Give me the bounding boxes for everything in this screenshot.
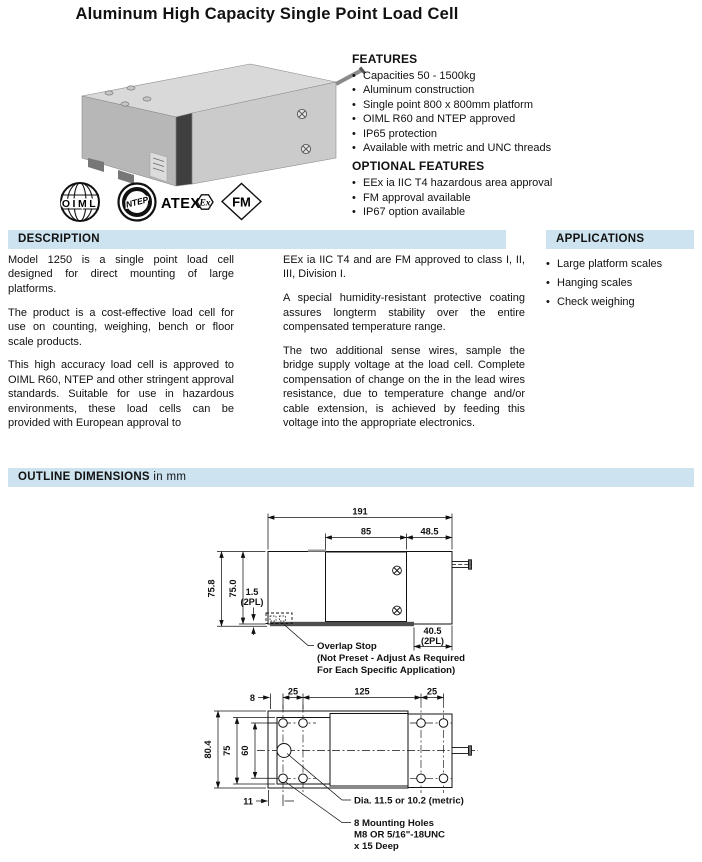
optional-feature-item: [352, 176, 694, 190]
feature-text: Single point 800 x 800mm platform: [363, 98, 533, 111]
description-column-1: [8, 253, 234, 440]
dim-body-height: 75: [222, 745, 232, 756]
feature-item: [352, 112, 694, 126]
dim-inner-height: 75.0: [228, 579, 238, 598]
feature-text: OIML R60 and NTEP approved: [363, 113, 516, 126]
feature-item: [352, 98, 694, 112]
hole-diameter-note: Dia. 11.5 or 10.2 (metric): [354, 795, 464, 807]
bullet-icon: [352, 83, 363, 97]
certification-logos: [55, 180, 270, 224]
bullet-icon: [546, 274, 557, 293]
dim-stop-height: 1.5: [245, 587, 259, 597]
feature-text: IP65 protection: [363, 127, 437, 140]
application-item: [546, 274, 696, 293]
atex-ex-text: Ex: [199, 198, 211, 209]
dim-right-offset-note: (2PL): [421, 636, 444, 646]
dim-total-height: 80.4: [203, 740, 213, 759]
atex-logo: [161, 195, 213, 212]
dim-right-width: 48.5: [420, 526, 439, 537]
description-paragraph: The product is a cost-effective load cell for use on counting, weighing, bench or floor scale products.: [8, 306, 234, 348]
application-text: Hanging scales: [557, 277, 633, 289]
plan-view: [257, 700, 478, 795]
side-top-step: [308, 550, 326, 552]
bullet-icon: [352, 127, 363, 141]
bullet-icon: [352, 112, 363, 126]
dim-outer-height: 75.8: [206, 579, 217, 598]
ntep-text: NTEP: [124, 194, 150, 210]
oiml-logo: [61, 183, 99, 221]
oiml-text: OIML: [61, 198, 99, 210]
optional-features-heading: OPTIONAL FEATURES: [352, 159, 485, 174]
description-paragraph: The two additional sense wires, sample the bridge supply voltage at the load cell. Complete compensation of change on the in the lead wires resistance, due to temperature change and/or cable extension, is achieved by feeding this voltage into the appropriate electronics.: [283, 345, 525, 430]
applications-section-header: [546, 230, 694, 249]
side-cable: [452, 560, 472, 569]
bullet-icon: [352, 141, 363, 155]
bullet-icon: [546, 255, 557, 274]
mounting-holes-note-3: x 15 Deep: [354, 841, 399, 852]
features-section: [352, 52, 694, 220]
fm-text: FM: [232, 194, 251, 210]
dim-bottom-offset: 11: [243, 796, 253, 807]
feature-text: Available with metric and UNC threads: [363, 142, 552, 155]
outline-drawing: [0, 500, 702, 862]
product-photo: [60, 54, 380, 194]
atex-text: ATEX: [161, 196, 201, 212]
mounting-holes-note-1: 8 Mounting Holes: [354, 818, 434, 829]
bullet-icon: [352, 176, 363, 190]
description-paragraph: A special humidity-resistant protective coating assures longterm stability over the entire compensated temperature range.: [283, 292, 525, 334]
dim-hole-pitch-right: 25: [426, 686, 438, 697]
overlap-stop-note-3: For Each Specific Application): [317, 665, 456, 676]
description-column-2: [283, 253, 525, 440]
dim-hole-pitch-mid: 125: [354, 686, 370, 697]
description-heading: DESCRIPTION: [18, 233, 100, 245]
feature-text: IP67 option available: [363, 206, 466, 219]
bullet-icon: [352, 205, 363, 219]
application-item: [546, 255, 696, 274]
outline-dimensions-heading: OUTLINE DIMENSIONS: [18, 471, 150, 483]
bullet-icon: [546, 293, 557, 312]
feature-item: [352, 83, 694, 97]
feature-text: EEx ia IIC T4 hazardous area approval: [363, 177, 553, 190]
dim-mid-width: 85: [360, 526, 372, 537]
dim-hole-span: 60: [240, 745, 250, 756]
dim-stop-height-note: (2PL): [240, 597, 264, 607]
application-item: [546, 293, 696, 312]
feature-item: [352, 127, 694, 141]
bullet-icon: [352, 98, 363, 112]
dim-edge-offset: 8: [249, 693, 255, 703]
feature-text: Aluminum construction: [363, 84, 475, 97]
description-paragraph: This high accuracy load cell is approved to OIML R60, NTEP and other stringent approval standards. Suitable for use in hazardous environments, these load cells can be provided with European approval to: [8, 359, 234, 430]
optional-feature-item: [352, 205, 694, 219]
ntep-logo: [119, 184, 156, 221]
plan-cable: [452, 746, 472, 755]
feature-text: FM approval available: [363, 191, 471, 204]
features-heading: FEATURES: [352, 52, 418, 66]
dim-right-offset: 40.5: [423, 626, 442, 636]
outline-dimensions-section-header: [8, 468, 694, 487]
application-text: Large platform scales: [557, 258, 663, 270]
optional-feature-item: [352, 191, 694, 205]
bullet-icon: [352, 191, 363, 205]
feature-item: [352, 141, 694, 155]
applications-list: [546, 255, 696, 312]
page-title: Aluminum High Capacity Single Point Load Cell: [75, 5, 459, 23]
application-text: Check weighing: [557, 296, 635, 308]
feature-item: [352, 69, 694, 83]
fm-logo: [222, 184, 261, 220]
dim-hole-pitch-left: 25: [287, 686, 299, 697]
mounting-holes-note-2: M8 OR 5/16"-18UNC: [354, 829, 445, 841]
description-paragraph: EEx ia IIC T4 and are FM approved to class I, II, III, Division I.: [283, 254, 525, 281]
overlap-stop-note-2: (Not Preset - Adjust As Required: [317, 653, 466, 664]
photo-seam: [176, 113, 192, 186]
overlap-stop-note-1: Overlap Stop: [317, 641, 377, 652]
dim-total-width: 191: [352, 506, 368, 517]
plan-center-body: [330, 714, 408, 787]
description-paragraph: Model 1250 is a single point load cell designed for direct mounting of large platforms.: [8, 254, 234, 295]
applications-heading: APPLICATIONS: [556, 233, 645, 245]
outline-unit-text: in mm: [153, 471, 187, 483]
bullet-icon: [352, 69, 363, 83]
feature-text: Capacities 50 - 1500kg: [363, 70, 476, 82]
description-section-header: [8, 230, 506, 249]
side-view: [266, 550, 472, 627]
